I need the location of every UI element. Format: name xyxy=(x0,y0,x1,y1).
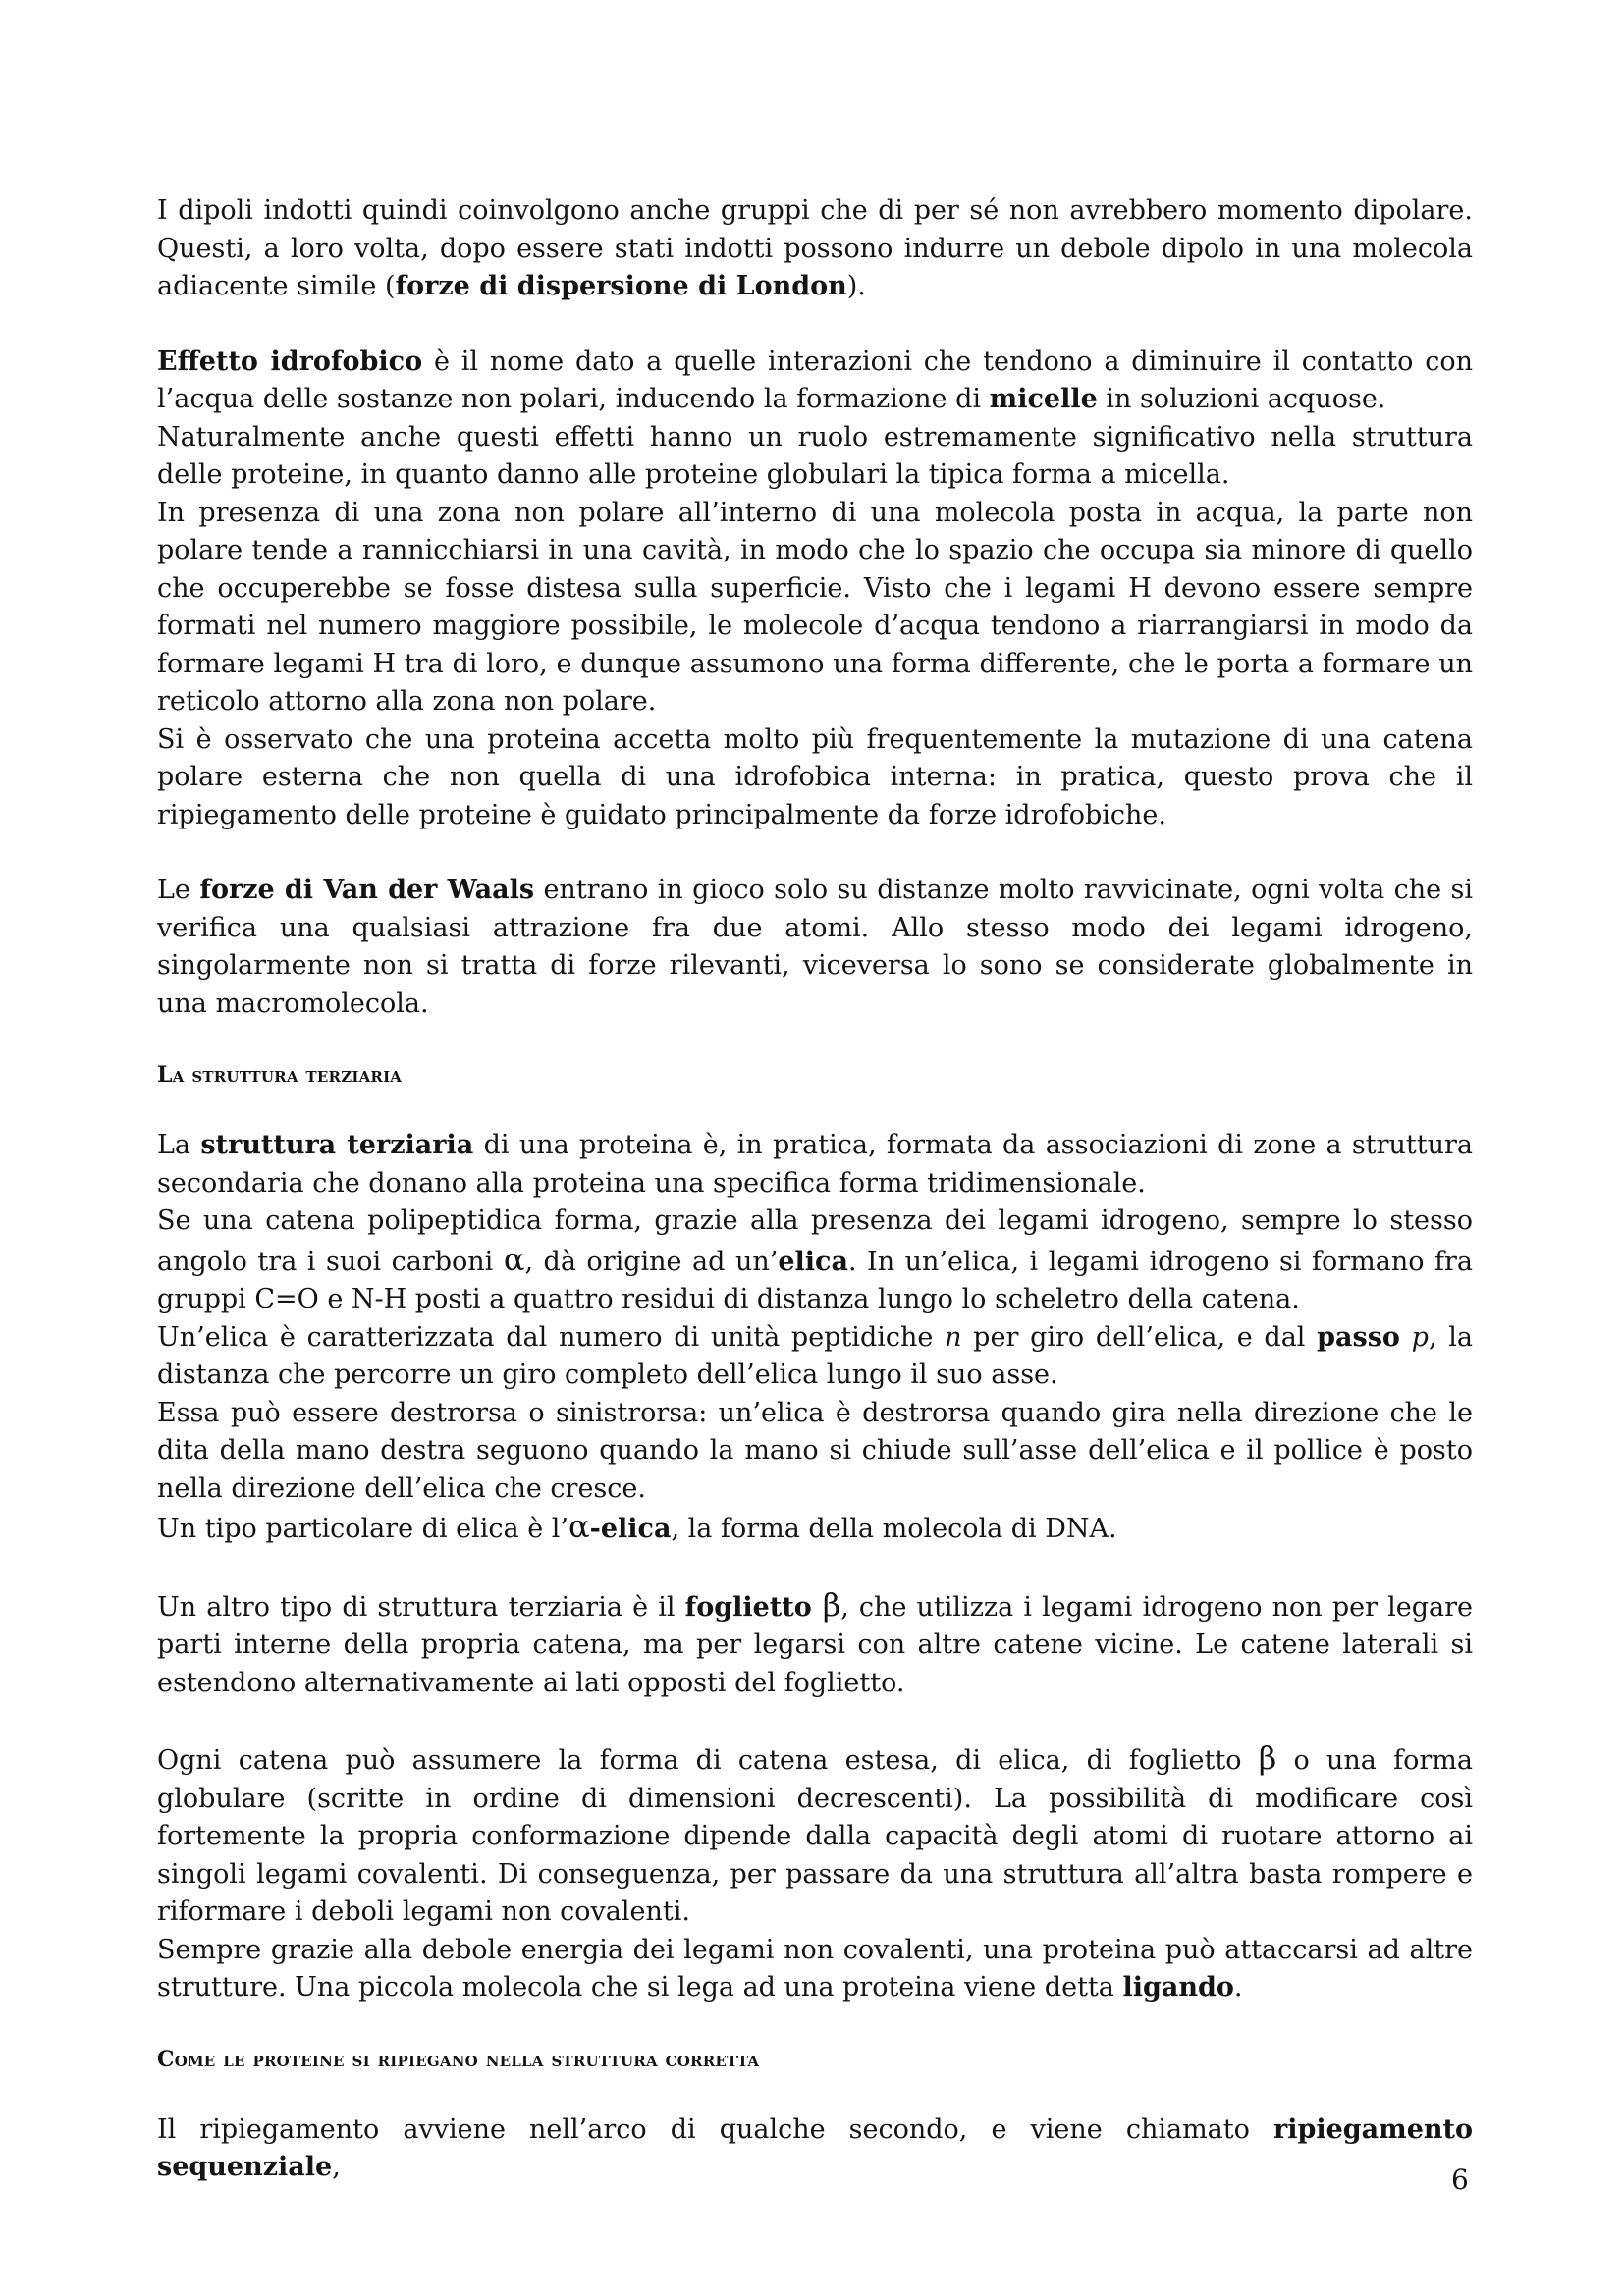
bold-term: micelle xyxy=(989,384,1098,414)
section-heading-tertiary-structure: La struttura terziaria xyxy=(157,1062,403,1088)
paragraph-van-der-waals xyxy=(157,872,1473,1023)
text-run: di una proteina è, in pratica, formata da associazioni di zone a struttura secondaria che donano alla proteina una specifica forma tridimensionale. xyxy=(157,1130,1474,1199)
text-run: , dà origine ad un’ xyxy=(524,1246,779,1277)
italic-variable: p xyxy=(1411,1321,1429,1353)
text-run: . xyxy=(1233,1972,1243,2002)
paragraph-helix-pitch xyxy=(157,1319,1473,1395)
text-run: , la distanza che percorre un giro completo dell’elica lungo il suo asse. xyxy=(157,1321,1473,1390)
bold-term: ripiegamento sequenziale xyxy=(157,2113,1473,2182)
bold-term: Effetto idrofobico xyxy=(157,346,423,377)
text-run: , che utilizza i legami idrogeno non per legare parti interne della propria catena, ma per legarsi con altre catene vicine. Le catene laterali si estendono alternativamente ai lati opposti del foglietto. xyxy=(157,1591,1474,1698)
section-heading-protein-folding: Come le proteine si ripiegano nella struttura corretta xyxy=(157,2046,760,2072)
text-run: ). xyxy=(846,271,866,301)
paragraph-mutation: Si è osservato che una proteina accetta molto più frequentemente la mutazione di una catena polare esterna che non quella di una idrofobica interna: in pratica, questo prova che il ripiegamento delle proteine è guidato principalmente da forze idrofobiche. xyxy=(157,723,1473,830)
text-run: , xyxy=(332,2152,341,2182)
text-run: Le xyxy=(157,875,200,905)
bold-term: forze di Van der Waals xyxy=(199,875,535,905)
text-run: per giro dell’elica, e dal xyxy=(961,1321,1318,1353)
paragraph-ligand xyxy=(157,1932,1473,2007)
text-run: Se una catena polipeptidica forma, grazie alla presenza dei legami idrogeno, sempre lo stesso angolo tra i suoi carboni xyxy=(157,1205,1473,1277)
page-number: 6 xyxy=(1451,2163,1469,2196)
paragraph-sequential-folding xyxy=(157,2111,1473,2187)
bold-term: -elica xyxy=(589,1514,672,1544)
bold-term: elica xyxy=(778,1246,848,1277)
paragraph-helix-handedness: Essa può essere destrorsa o sinistrorsa: un’elica è destrorsa quando gira nella direzione che le dita della mano destra seguono quando la mano si chiude sull’asse dell’elica e il pollice è posto nella direzione dell’elica che cresce. xyxy=(157,1397,1473,1504)
document-page xyxy=(157,192,1473,2187)
beta-symbol: β xyxy=(1258,1739,1277,1777)
text-run: Il ripiegamento avviene nell’arco di qualche secondo, e viene chiamato xyxy=(157,2113,1273,2145)
text-run xyxy=(1400,1322,1412,1353)
text-run: o una forma globulare (scritte in ordine di dimensioni decrescenti). La possibilità di modificare così fortemente la propria conformazione dipende dalla capacità degli atomi di ruotare attorno ai singoli legami covalenti. Di conseguenza, per passare da una struttura all’altra basta rompere e riformare i deboli legami non covalenti. xyxy=(157,1745,1473,1927)
text-run: Un tipo particolare di elica è l’ xyxy=(157,1514,569,1544)
paragraph-nonpolar-zone: In presenza di una zona non polare all’interno di una molecola posta in acqua, la parte non polare tende a rannicchiarsi in una cavità, in modo che lo spazio che occupa sia minore di quello che occuperebbe se fosse distesa sulla superficie. Visto che i legami H devono essere sempre formati nel numero maggiore possibile, le molecole d’acqua tendono a riarrangiarsi in modo da formare legami H tra di loro, e dunque assumono una forma differente, che le porta a formare un reticolo attorno alla zona non polare. xyxy=(157,497,1473,717)
text-run: I dipoli indotti quindi coinvolgono anche gruppi che di per sé non avrebbero momento dipolare. Questi, a loro volta, dopo essere stati indotti possono indurre un debole dipolo in una molecola adiacente simile ( xyxy=(157,195,1473,301)
text-run: Ogni catena può assumere la forma di catena estesa, di elica, di foglietto xyxy=(157,1745,1259,1776)
text-run: entrano in gioco solo su distanze molto ravvicinate, ogni volta che si verifica una qualsiasi attrazione fra due atomi. Allo stesso modo dei legami idrogeno, singolarmente non si tratta di forze rilevanti, viceversa lo sono se considerate globalmente in una macromolecola. xyxy=(157,875,1474,1019)
paragraph-helix-formation xyxy=(157,1202,1473,1319)
text-run: in soluzioni acquose. xyxy=(1097,384,1386,414)
text-run: è il nome dato a quelle interazioni che tendono a diminuire il contatto con l’acqua delle sostanze non polari, inducendo la formazione di xyxy=(157,346,1473,414)
bold-term: passo xyxy=(1317,1321,1400,1353)
italic-variable: n xyxy=(945,1321,962,1353)
bold-term: forze di dispersione di London xyxy=(395,271,847,301)
text-run: Un’elica è caratterizzata dal numero di unità peptidiche xyxy=(157,1321,946,1353)
alpha-symbol: α xyxy=(503,1240,525,1278)
bold-term: ligando xyxy=(1122,1972,1234,2002)
text-run: , la forma della molecola di DNA. xyxy=(671,1514,1117,1544)
bold-term: struttura terziaria xyxy=(200,1130,474,1160)
paragraph-beta-sheet xyxy=(157,1586,1473,1703)
text-run: La xyxy=(157,1130,201,1160)
text-run: Sempre grazie alla debole energia dei legami non covalenti, una proteina può attaccarsi ad altre strutture. Una piccola molecola che si lega ad una proteina viene detta xyxy=(157,1934,1473,2002)
beta-symbol: β xyxy=(822,1585,841,1624)
text-run: Un altro tipo di struttura terziaria è il xyxy=(157,1591,685,1623)
paragraph-chain-shapes xyxy=(157,1739,1473,1932)
paragraph-induced-dipoles xyxy=(157,192,1473,306)
paragraph-alpha-helix xyxy=(157,1508,1473,1549)
bold-term: foglietto xyxy=(684,1591,823,1623)
text-run: . In un’elica, i legami idrogeno si formano fra gruppi C=O e N-H posti a quattro residui di distanza lungo lo scheletro della catena. xyxy=(157,1246,1473,1314)
paragraph-tertiary-structure xyxy=(157,1127,1473,1202)
paragraph-globular-proteins: Naturalmente anche questi effetti hanno un ruolo estremamente significativo nella struttura delle proteine, in quanto danno alle proteine globulari la tipica forma a micella. xyxy=(157,421,1473,490)
paragraph-hydrophobic-effect xyxy=(157,344,1473,419)
alpha-symbol: α xyxy=(568,1508,590,1545)
